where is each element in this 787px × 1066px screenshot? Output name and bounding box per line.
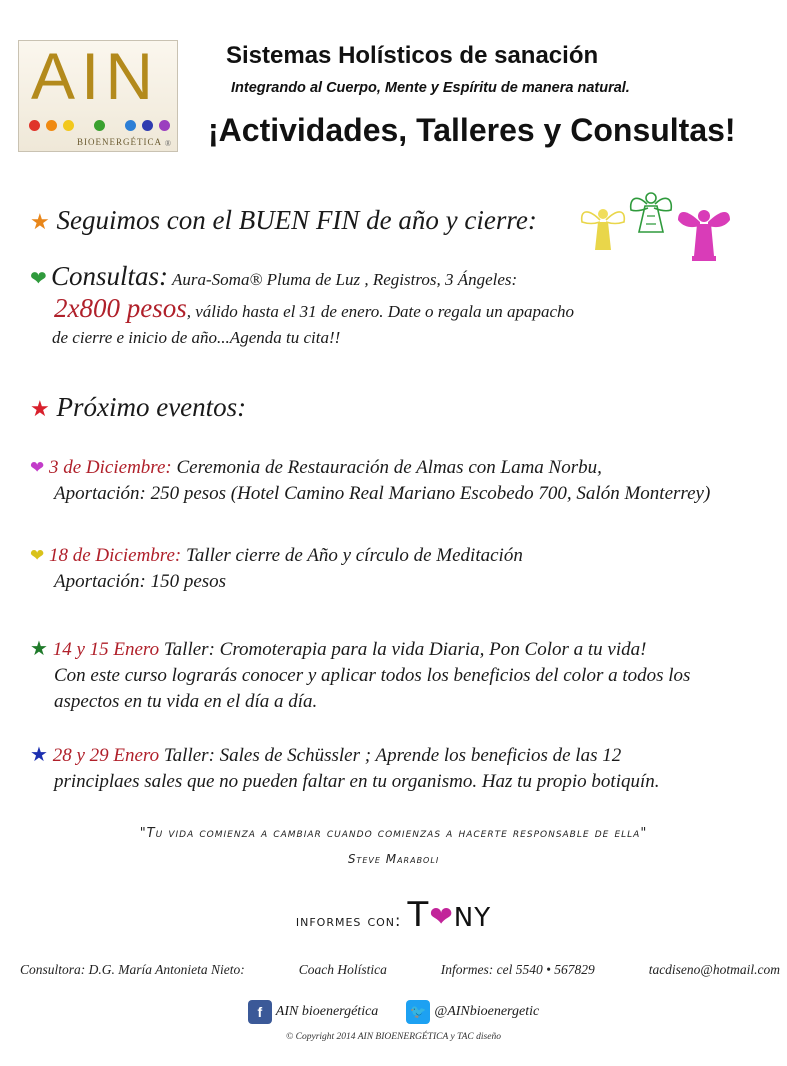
section-buen-fin-text: Seguimos con el BUEN FIN de año y cierre: <box>56 205 537 235</box>
informes-contact <box>0 895 787 935</box>
event-date: 14 y 15 Enero <box>52 639 160 660</box>
quote-author: Steve Maraboli <box>347 852 440 866</box>
logo-dot-orange <box>46 120 57 131</box>
section-proximos-eventos-text: Próximo eventos: <box>56 392 247 422</box>
green-heart-icon: ❤ <box>30 268 47 290</box>
footer-email[interactable]: tacdiseno@hotmail.com <box>648 962 780 977</box>
event-item <box>30 543 780 595</box>
yellow-heart-icon: ❤ <box>30 546 45 565</box>
consultas-line3: de cierre e inicio de año...Agenda tu cita!! <box>52 328 341 347</box>
green-angel-icon <box>627 186 675 238</box>
green-star-icon: ★ <box>30 638 48 660</box>
consultas-heading: Consultas: <box>51 261 169 291</box>
event-line2: Con este curso lograrás conocer y aplicar todos los beneficios del color a todos los <box>54 665 691 686</box>
logo-dot-violet <box>159 120 170 131</box>
copyright-text: © Copyright 2014 AIN BIOENERGÉTICA y TAC diseño <box>286 1032 501 1042</box>
page-title: Sistemas Holísticos de sanación <box>226 42 599 69</box>
contact-name-initial: T <box>407 895 430 935</box>
section-proximos-eventos <box>30 392 246 423</box>
footer-coach: Coach Holística <box>298 962 387 977</box>
consultas-line1: Aura-Soma® Pluma de Luz , Registros, 3 Ángeles: <box>172 270 518 289</box>
footer-informes: Informes: cel 5540 • 567829 <box>440 962 595 977</box>
twitter-link[interactable] <box>406 1000 539 1024</box>
consultas-block <box>30 262 670 350</box>
logo-dot-green <box>94 120 105 131</box>
event-date: 3 de Diciembre: <box>49 457 172 478</box>
purple-heart-icon: ❤ <box>30 458 45 477</box>
event-line2: Aportación: 150 pesos <box>54 571 227 592</box>
event-line2: Aportación: 250 pesos (Hotel Camino Real Mariano Escobedo 700, Salón Monterrey) <box>54 483 711 504</box>
logo-dot-blue <box>125 120 136 131</box>
magenta-heart-icon: ❤ <box>429 900 454 933</box>
logo-letters: AIN <box>31 39 160 113</box>
logo-dot-red <box>29 120 40 131</box>
event-line3: aspectos en tu vida en el día a día. <box>54 691 318 712</box>
ain-logo <box>18 40 178 152</box>
consultas-line2: , válido hasta el 31 de enero. Date o regala un apapacho <box>186 302 575 321</box>
page-subtitle: Integrando al Cuerpo, Mente y Espíritu de manera natural. <box>231 80 630 96</box>
event-item <box>30 455 780 507</box>
yellow-angel-icon <box>578 200 628 258</box>
quote-text: "Tu vida comienza a cambiar cuando comienzas a hacerte responsable de ella" <box>139 826 648 841</box>
event-line1: Taller: Cromoterapia para la vida Diaria, Pon Color a tu vida! <box>159 639 647 660</box>
logo-color-dots <box>29 120 170 131</box>
facebook-link[interactable] <box>248 1000 379 1024</box>
event-date: 28 y 29 Enero <box>52 745 160 766</box>
logo-registered-mark: ® <box>164 139 171 148</box>
event-item <box>30 742 780 795</box>
footer-contact-line <box>20 962 780 978</box>
event-item <box>30 636 780 715</box>
event-line1: Taller cierre de Año y círculo de Meditación <box>181 545 523 566</box>
logo-dot-indigo <box>142 120 153 131</box>
orange-star-icon: ★ <box>30 209 50 234</box>
event-line2: principlaes sales que no pueden faltar en tu organismo. Haz tu propio botiquín. <box>54 771 660 792</box>
informes-label: informes con: <box>295 911 402 930</box>
twitter-handle: @AINbioenergetic <box>434 1004 540 1020</box>
red-star-icon: ★ <box>30 396 50 421</box>
logo-caption: BIOENERGÉTICA <box>77 137 162 147</box>
event-line1: Ceremonia de Restauración de Almas con Lama Norbu, <box>171 457 602 478</box>
magenta-angel-icon <box>676 200 732 264</box>
footer-consultora: Consultora: D.G. María Antonieta Nieto: <box>20 962 245 977</box>
facebook-handle: AIN bioenergética <box>275 1004 379 1020</box>
facebook-icon: f <box>248 1000 272 1024</box>
consultas-price: 2x800 pesos <box>54 293 187 323</box>
twitter-icon: 🐦 <box>406 1000 430 1024</box>
blue-star-icon: ★ <box>30 744 48 766</box>
page-headline: ¡Actividades, Talleres y Consultas! <box>208 112 736 148</box>
social-links <box>0 1000 787 1024</box>
logo-dot-yellow <box>63 120 74 131</box>
section-buen-fin <box>30 205 537 236</box>
contact-name-rest: NY <box>453 903 492 933</box>
event-line1: Taller: Sales de Schüssler ; Aprende los beneficios de las 12 <box>159 745 622 766</box>
event-date: 18 de Diciembre: <box>49 545 182 566</box>
